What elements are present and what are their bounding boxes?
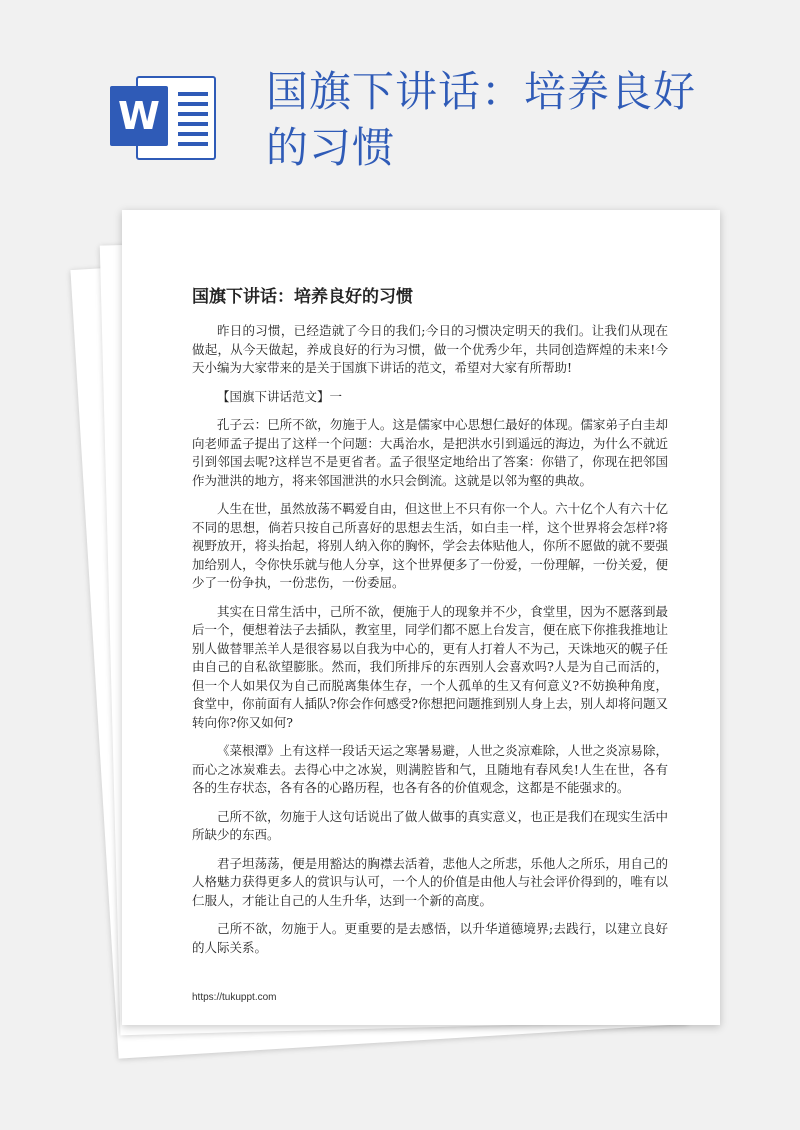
paragraph: 孔子云：巳所不欲，勿施于人。这是儒家中心思想仁最好的体现。儒家弟子白圭却向老师孟子提出了这样一个问题：大禹治水，是把洪水引到遥远的海边，为什么不就近引到邻国去呢?这样岂不是更省者。孟子很坚定地给出了答案：你错了，你现在把邻国作为泄洪的地方，将来邻国泄洪的水只会倒流。这就是以邻为壑的典故。 <box>192 417 668 488</box>
document-page <box>122 210 720 1025</box>
section-heading: 【国旗下讲话范文】一 <box>217 388 343 404</box>
paragraph: 己所不欲，勿施于人。更重要的是去感悟，以升华道德境界;去践行，以建立良好的人际关系。 <box>192 921 668 955</box>
document-body <box>192 322 668 967</box>
paragraph: 《菜根潭》上有这样一段话天运之寒暑易避，人世之炎凉难除，人世之炎凉易除，而心之冰炭难去。去得心中之冰炭，则满腔皆和气，且随地有春风矣!人生在世，各有各的生存状态，各有各的心路历程，也各有各的价值观念，这都是不能强求的。 <box>192 743 668 795</box>
word-badge: W <box>110 86 168 146</box>
paragraph: 其实在日常生活中，己所不欲，便施于人的现象并不少，食堂里，因为不愿落到最后一个，便想着法子去插队，教室里，同学们都不愿上台发言，便在底下你推我推地让别人做替罪羔羊人是很容易以自我为中心的，更有人打着人不为己，天诛地灭的幌子任由自己的自私欲望膨胀。然而，我们所排斥的东西别人会喜欢吗?人是为自己而活的，但一个人如果仅为自己而脱离集体生存，一个人孤单的生又有何意义?不妨换种角度，食堂中，你前面有人插队?你会作何感受?你想把问题推到别人身上去，别人却将问题又转向你?你又如何? <box>192 603 668 730</box>
document-title: 国旗下讲话：培养良好的习惯 <box>192 287 413 307</box>
paragraph: 昨日的习惯，已经造就了今日的我们;今日的习惯决定明天的我们。让我们从现在做起，从今天做起，养成良好的行为习惯，做一个优秀少年，共同创造辉煌的未来!今天小编为大家带来的是关于国旗下讲话的范文，希望对大家有所帮助! <box>192 323 668 375</box>
footer-url[interactable]: https://tukuppt.com <box>192 992 277 1003</box>
paragraph: 己所不欲，勿施于人这句话说出了做人做事的真实意义，也正是我们在现实生活中所缺少的东西。 <box>192 808 668 842</box>
page-title: 国旗下讲话：培养良好的习惯 <box>266 67 697 172</box>
word-icon <box>110 72 214 160</box>
paragraph: 君子坦荡荡，便是用豁达的胸襟去活着，悲他人之所悲，乐他人之所乐，用自己的人格魅力获得更多人的赏识与认可，一个人的价值是由他人与社会评价得到的，唯有以仁服人，才能让自己的人生升华，达到一个新的高度。 <box>192 855 668 908</box>
paragraph: 人生在世，虽然放荡不羁爱自由，但这世上不只有你一个人。六十亿个人有六十亿不同的思想，倘若只按自己所喜好的思想去生活，如白圭一样，这个世界将会怎样?将视野放开，将头抬起，将别人纳入你的胸怀，学会去体贴他人，你所不愿做的就不要强加给别人，令你快乐就与他人分享，这个世界便多了一份爱，一份理解，一份关爱，便少了一份争执，一份悲伤，一份委屈。 <box>192 501 668 590</box>
